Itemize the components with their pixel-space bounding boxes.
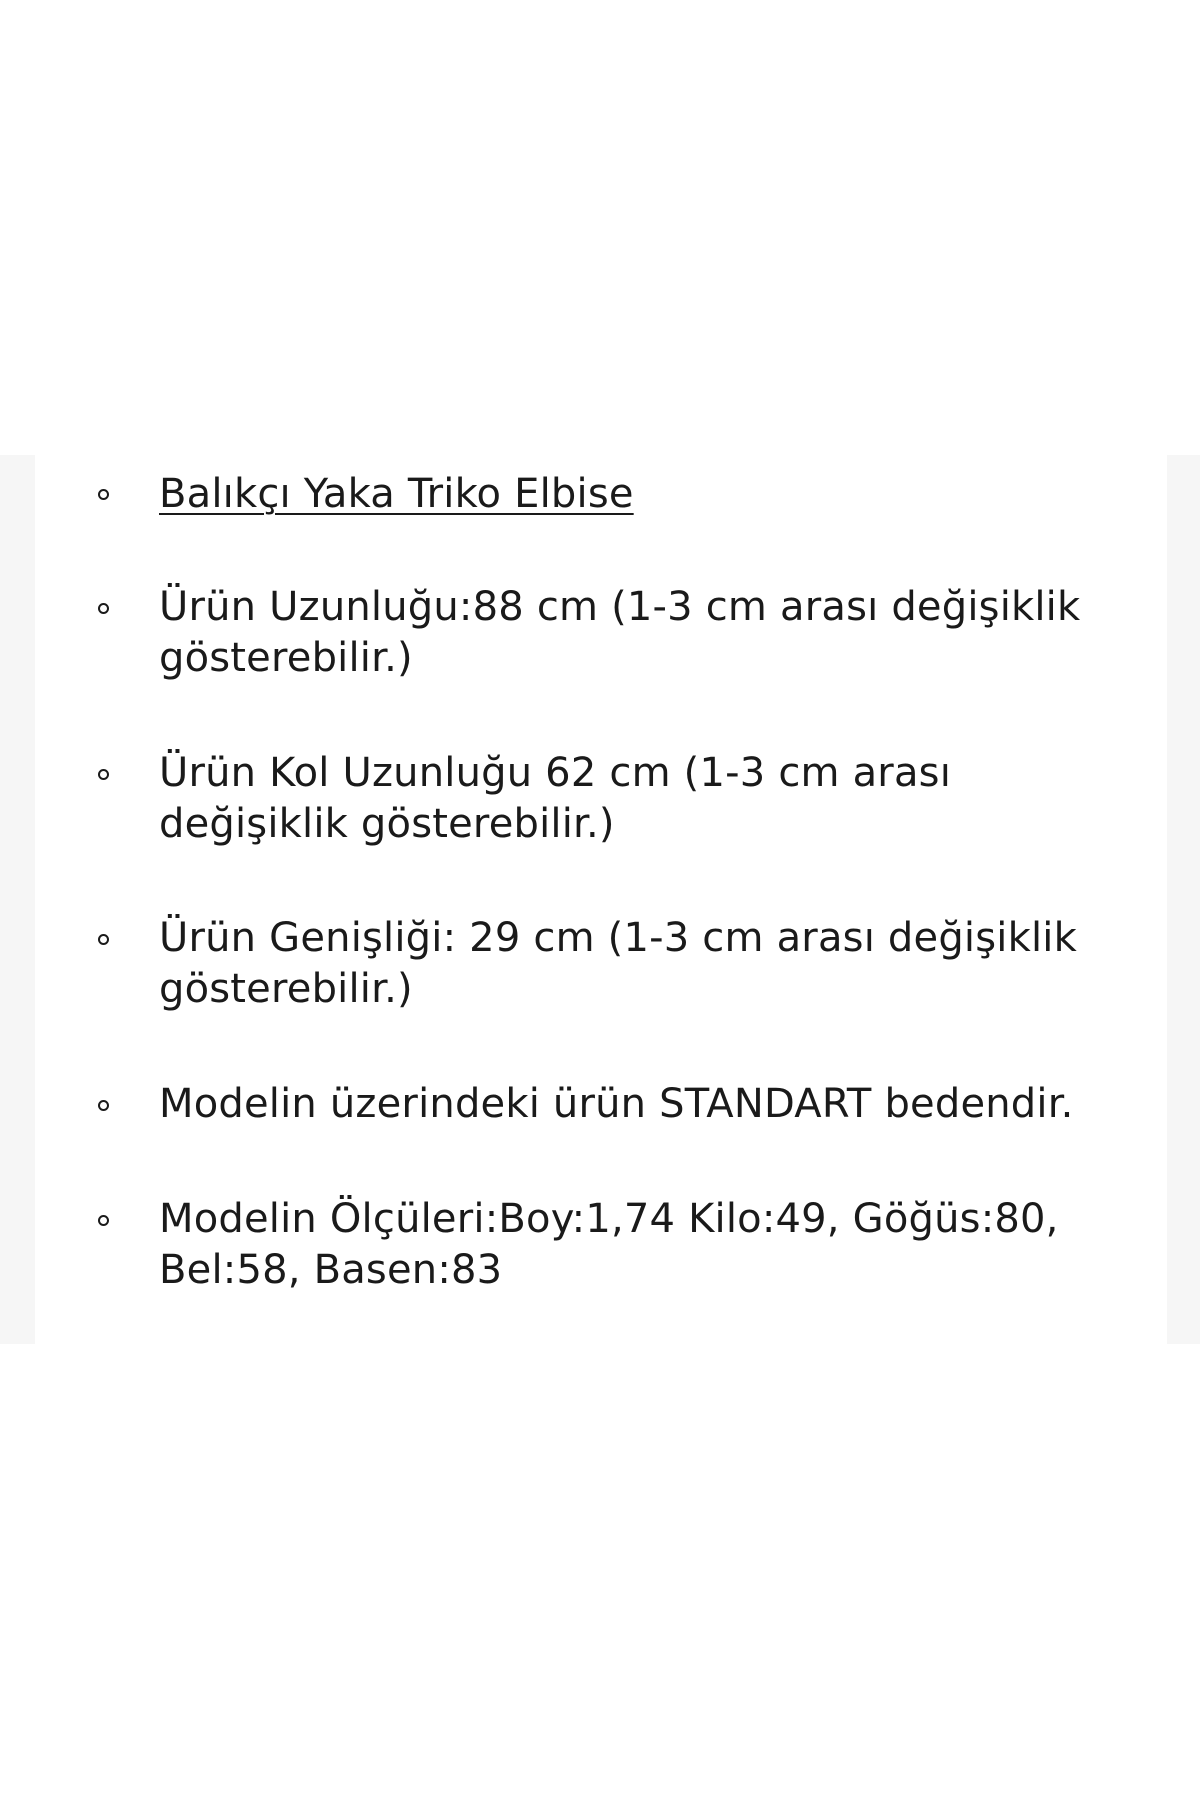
bullet-icon: [98, 934, 109, 945]
model-size-text: Modelin üzerindeki ürün STANDART bedendir.: [159, 1081, 1074, 1127]
product-width-text: Ürün Genişliği: 29 cm (1-3 cm arası değişiklik gösterebilir.): [159, 915, 1077, 1012]
sleeve-length-text: Ürün Kol Uzunluğu 62 cm (1-3 cm arası değişiklik gösterebilir.): [159, 750, 952, 847]
right-side-strip: [1167, 455, 1200, 1344]
product-details-panel: [35, 455, 1167, 1344]
product-length-text: Ürün Uzunluğu:88 cm (1-3 cm arası değişiklik gösterebilir.): [159, 584, 1081, 681]
bullet-icon: [98, 603, 109, 614]
model-measurements-text: Modelin Ölçüleri:Boy:1,74 Kilo:49, Göğüs:80, Bel:58, Basen:83: [159, 1196, 1059, 1293]
left-side-strip: [0, 455, 35, 1344]
product-name-link[interactable]: Balıkçı Yaka Triko Elbise: [159, 471, 634, 517]
bullet-icon: [98, 489, 109, 500]
bullet-icon: [98, 769, 109, 780]
bullet-icon: [98, 1100, 109, 1111]
bullet-icon: [98, 1215, 109, 1226]
